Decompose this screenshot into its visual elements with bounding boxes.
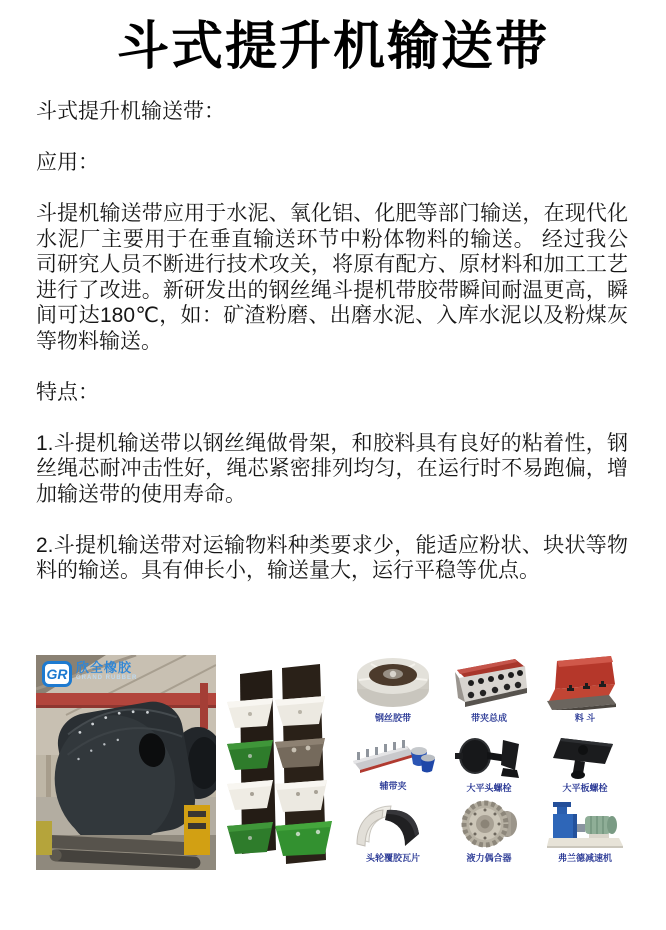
flat-plate-bolt-image	[545, 734, 625, 780]
product-card	[345, 654, 441, 723]
product-card	[441, 798, 537, 863]
elevator-buckets-photo	[222, 658, 348, 890]
belt-clamp-assembly-image	[447, 654, 531, 710]
factory-belt-roll-image	[36, 655, 216, 870]
product-label: 料 斗	[574, 713, 596, 723]
conveyor-belt-roll-photo	[36, 655, 216, 870]
product-gallery	[0, 648, 666, 930]
belt-clip-strip-image	[349, 734, 437, 778]
paragraph-features-heading: 特点：	[36, 380, 99, 404]
steel-wire-belt-image	[353, 654, 433, 710]
product-label: 弗兰德减速机	[557, 853, 612, 863]
product-grid-row-3	[345, 798, 633, 863]
product-label: 钢丝胶带	[374, 713, 411, 723]
product-grid-row-2	[345, 734, 633, 793]
paragraph-application-heading: 应用：	[36, 151, 99, 174]
product-label: 大平头螺栓	[466, 783, 512, 793]
product-grid-row-1	[345, 654, 633, 723]
hopper-image	[545, 654, 625, 710]
paragraph-feature-2: 2.斗提机输送带对运输物料种类要求少，能适应粉状、块状等物料的输送。具有伸长小，输送量大，运行平稳等优点。	[36, 533, 628, 582]
product-label: 液力偶合器	[466, 853, 512, 863]
product-card	[537, 798, 633, 863]
product-label: 头轮覆胶瓦片	[365, 853, 420, 863]
logo-text	[76, 661, 137, 682]
fluid-coupling-image	[449, 798, 529, 850]
gear-reducer-image	[545, 798, 625, 850]
product-card	[441, 734, 537, 793]
product-card	[345, 798, 441, 863]
product-label: 辅带夹	[379, 781, 407, 791]
description-text	[36, 99, 628, 609]
paragraph-application: 斗提机输送带应用于水泥、氧化铝、化肥等部门输送，在现代化水泥厂主要用于在垂直输送环节中粉体物料的输送。 经过我公司研究人员不断进行技术攻关，将原有配方、原材料和加工工艺进行了改进。新研发出的钢丝绳斗提机带胶带瞬间耐温更高，瞬间可达180℃，如：矿渣粉磨、出磨水泥、入库水泥以及粉煤灰等物料输送。	[36, 202, 628, 353]
product-card	[345, 734, 441, 793]
logo-name-cn: 欣全橡胶	[76, 660, 133, 675]
paragraph-heading: 斗式提升机输送带：	[36, 100, 225, 123]
logo-gr-badge: GR	[42, 661, 72, 687]
paragraph-feature-1: 1.斗提机输送带以钢丝绳做骨架，和胶料具有良好的粘着性，钢丝绳芯耐冲击性好，绳芯紧密排列均匀，在运行时不易跑偏，增加输送带的使用寿命。	[36, 431, 628, 506]
buckets-display-image	[222, 658, 348, 890]
product-card	[537, 734, 633, 793]
brand-logo	[42, 661, 137, 687]
logo-name-en: GRAND RUBBER	[76, 675, 138, 681]
product-card	[441, 654, 537, 723]
page-title: 斗式提升机输送带	[116, 18, 549, 76]
flat-head-bolt-image	[449, 734, 529, 780]
product-label: 大平板螺栓	[562, 783, 608, 793]
product-label: 带夹总成	[470, 713, 507, 723]
pulley-lagging-tiles-image	[353, 798, 433, 850]
product-card	[537, 654, 633, 723]
